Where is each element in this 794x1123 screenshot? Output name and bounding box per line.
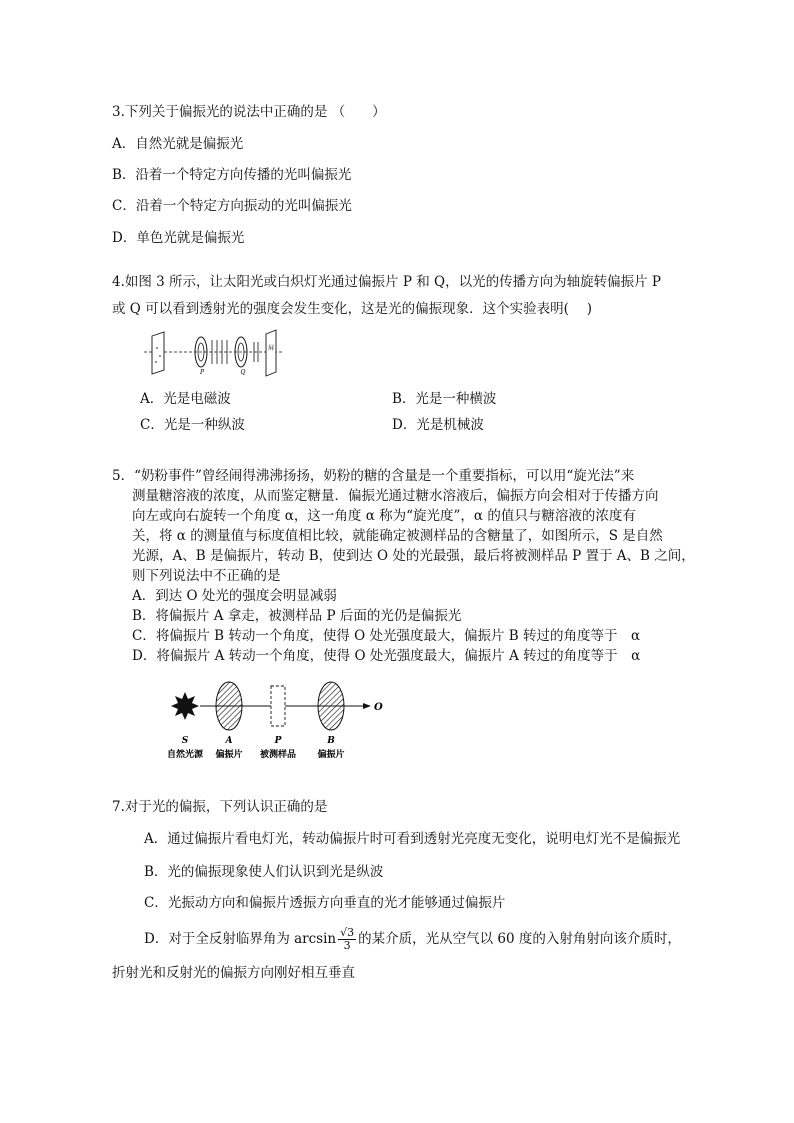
q4-label-q: Q <box>240 369 246 376</box>
q4-light-source <box>152 332 164 374</box>
q4-label-p: P <box>199 369 205 376</box>
q5-label-s: S <box>181 736 189 746</box>
q4-option-a: A．光是电磁波 <box>140 391 231 407</box>
q5-label-o: O <box>374 702 383 713</box>
q5-option-c: C．将偏振片 B 转动一个角度，使得 O 处光强度最大，偏振片 B 转过的角度等于 α <box>132 628 641 644</box>
q7-stem: 7.对于光的偏振，下列认识正确的是 <box>112 799 328 815</box>
q5-stem-line5: 光源，A、B 是偏振片，转动 B，使到达 O 处的光最强，最后将被测样品 P 置于 A、B 之间， <box>132 548 695 564</box>
q5-figure <box>160 678 390 764</box>
q3-option-d: D．单色光就是偏振光 <box>112 230 245 246</box>
q3-stem: 3.下列关于偏振光的说法中正确的是 （ ） <box>112 104 386 120</box>
q5-caption-a: 偏振片 <box>215 750 243 760</box>
q4-option-c: C．光是一种纵波 <box>140 417 245 433</box>
q5-stem-line2: 测量糖溶液的浓度，从而鉴定糖量．偏振光通过糖水溶液后，偏振方向会相对于传播方向 <box>132 488 659 504</box>
q7-option-b: B．光的偏振现象使人们认识到光是纵波 <box>144 864 384 880</box>
q5-option-a: A．到达 O 处光的强度会明显减弱 <box>132 588 337 604</box>
q5-stem-line3: 向左或向右旋转一个角度 α，这一角度 α 称为“旋光度”，α 的值只与糖溶液的浓度有 <box>132 508 636 524</box>
q7-option-c: C．光振动方向和偏振片透振方向垂直的光才能够通过偏振片 <box>144 895 506 911</box>
q4-stem-line2: 或 Q 可以看到透射光的强度会发生变化，这是光的偏振现象．这个实验表明( ) <box>112 301 592 317</box>
q3-option-c: C．沿着一个特定方向振动的光叫偏振光 <box>112 198 352 214</box>
q5-polarizer-a <box>216 682 242 730</box>
q7-option-d-prefix: D．对于全反射临界角为 arcsin <box>144 931 337 947</box>
q7-fraction-numerator: √3 <box>340 926 355 939</box>
q5-caption-s: 自然光源 <box>166 750 204 760</box>
q4-label-screen: 屏 <box>267 345 275 352</box>
q5-sun-icon <box>171 692 199 720</box>
q4-figure <box>140 328 290 378</box>
q7-option-a: A．通过偏振片看电灯光，转动偏振片时可看到透射光亮度无变化，说明电灯光不是偏振光 <box>144 831 681 847</box>
q7-fraction-denominator: 3 <box>343 939 351 952</box>
q5-arrow <box>363 703 371 709</box>
q5-label-b: B <box>327 736 335 746</box>
q5-sample-p <box>271 686 285 726</box>
q5-option-d: D．将偏振片 A 转动一个角度，使得 O 处光强度最大，偏振片 A 转过的角度等于 α <box>132 648 641 664</box>
q4-option-d: D．光是机械波 <box>392 417 484 433</box>
q5-label-p: P <box>274 736 282 746</box>
q5-caption-b: 偏振片 <box>317 750 345 760</box>
q3-option-b: B．沿着一个特定方向传播的光叫偏振光 <box>112 167 352 183</box>
q5-label-a: A <box>225 736 233 746</box>
q4-screen <box>266 330 276 376</box>
q5-stem-line1: 5．“奶粉事件”曾经闹得沸沸扬扬，奶粉的糖的含量是一个重要指标，可以用“旋光法”来 <box>112 468 635 484</box>
q4-option-b: B．光是一种横波 <box>392 391 497 407</box>
q5-stem-line6: 则下列说法中不正确的是 <box>132 568 281 584</box>
q7-option-d-fraction <box>338 927 356 952</box>
q7-option-d-line1 <box>144 923 681 955</box>
q3-option-a: A．自然光就是偏振光 <box>112 136 244 152</box>
q7-option-d-line2: 折射光和反射光的偏振方向刚好相互垂直 <box>112 965 355 981</box>
q5-option-b: B．将偏振片 A 拿走，被测样品 P 后面的光仍是偏振光 <box>132 608 462 624</box>
q7-option-d-suffix: 的某介质，光从空气以 60 度的入射角射向该介质时， <box>358 931 681 947</box>
q5-caption-p: 被测样品 <box>259 750 297 760</box>
q5-stem-line4: 关，将 α 的测量值与标度值相比较，就能确定被测样品的含糖量了，如图所示，S 是自然 <box>132 528 663 544</box>
q5-polarizer-b <box>318 682 344 730</box>
q4-stem-line1: 4.如图 3 所示，让太阳光或白炽灯光通过偏振片 P 和 Q，以光的传播方向为轴旋转偏振片 P <box>112 274 661 290</box>
